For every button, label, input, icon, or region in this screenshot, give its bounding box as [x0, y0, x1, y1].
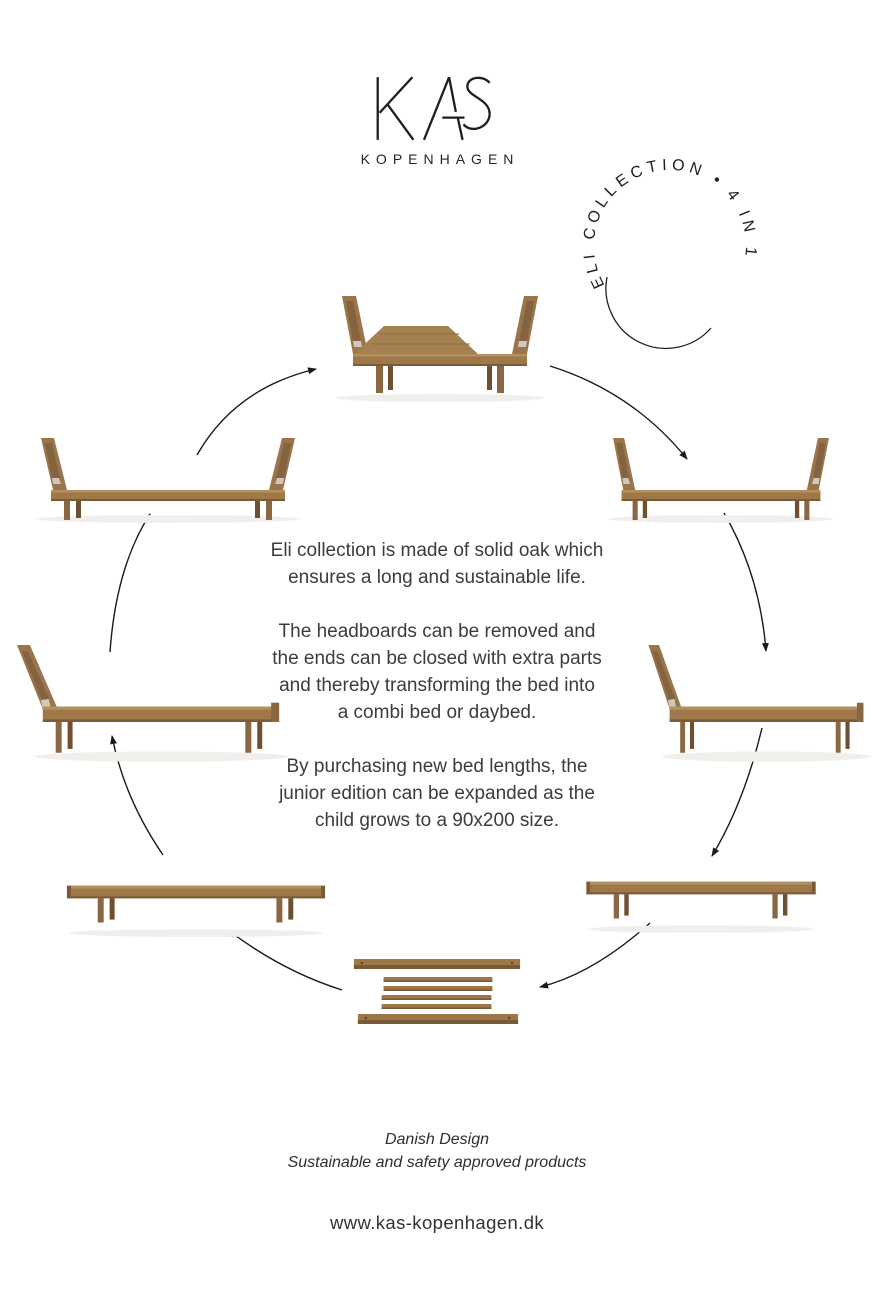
tagline-line-1: Danish Design [384, 1131, 490, 1148]
combi-bed-illustration [320, 292, 560, 404]
badge-circular-text: ELI COLLECTION • 4 IN 1 [580, 156, 760, 292]
description-paragraph-2 [252, 618, 622, 726]
arrow-parts-to-bench-left [228, 930, 342, 990]
stage-daybed-left [28, 436, 308, 524]
logo-letter-s [463, 78, 489, 129]
brand-subtitle: KOPENHAGEN [360, 151, 520, 167]
desc-line: the ends can be closed with extra parts [272, 648, 602, 669]
daybed-long-illustration [28, 436, 308, 524]
desc-line: a combi bed or daybed. [337, 702, 537, 723]
badge-arc [606, 277, 711, 348]
desc-line: By purchasing new bed lengths, the [286, 756, 588, 777]
disassembled-parts-illustration [348, 952, 526, 1034]
desc-line: junior edition can be expanded as the [279, 783, 595, 804]
desc-line: Eli collection is made of solid oak which [270, 540, 604, 561]
logo-letter-k [377, 77, 413, 140]
desc-line: ensures a long and sustainable life. [288, 567, 586, 588]
kas-logo [370, 72, 505, 144]
desc-line: child grows to a 90x200 size. [315, 810, 559, 831]
arrow-single-to-left-daybed [110, 514, 150, 652]
bed-frame-short-illustration [582, 872, 820, 934]
logo-letter-a [424, 77, 465, 140]
footer-tagline [0, 1128, 874, 1174]
desc-line: The headboards can be removed and [278, 621, 596, 642]
description-paragraph-1 [252, 537, 622, 591]
description-paragraph-3 [252, 753, 622, 834]
desc-line: and thereby transforming the bed into [279, 675, 595, 696]
tagline-line-2: Sustainable and safety approved products [287, 1154, 587, 1171]
stage-daybed-right [602, 436, 840, 524]
arrow-right-daybed-to-single [724, 513, 766, 651]
stage-bench-right [582, 872, 820, 934]
stage-single-bed-right [646, 645, 874, 763]
bed-frame-long-illustration [62, 876, 330, 938]
stage-single-bed-left [14, 645, 292, 763]
stage-combi-bed [320, 292, 560, 404]
daybed-short-illustration [602, 436, 840, 524]
stage-bench-left [62, 876, 330, 938]
eli-collection-badge [570, 144, 774, 356]
single-bed-short-illustration [646, 645, 874, 763]
stage-disassembled-parts [348, 952, 526, 1034]
product-description [252, 537, 622, 861]
website-url: www.kas-kopenhagen.dk [329, 1212, 545, 1233]
single-bed-long-illustration [14, 645, 292, 763]
